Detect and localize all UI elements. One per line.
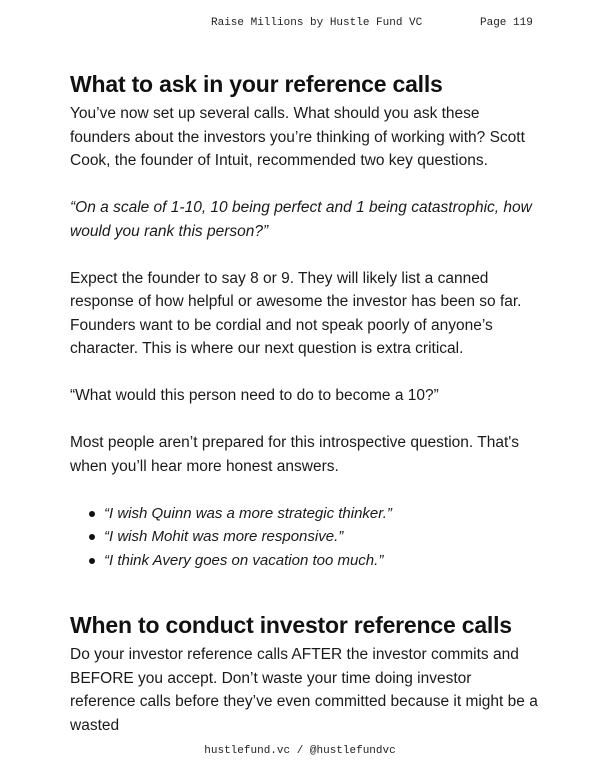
section-reference-call-questions xyxy=(70,68,540,572)
example-answers-list xyxy=(70,502,540,573)
bullet-icon xyxy=(89,558,95,564)
timing-paragraph: Do your investor reference calls AFTER the investor commits and BEFORE you accept. Don’t waste your time doing investor reference calls before they’ve even committed because it might be a wasted xyxy=(70,646,538,734)
second-question-quote: “What would this person need to do to become a 10?” xyxy=(70,387,439,404)
bullet-icon xyxy=(89,511,95,517)
section-heading: When to conduct investor reference calls xyxy=(70,612,512,638)
book-title: Raise Millions by Hustle Fund VC xyxy=(211,17,423,29)
list-item xyxy=(70,549,540,573)
running-footer: hustlefund.vc / @hustlefundvc xyxy=(204,745,396,757)
bullet-icon xyxy=(89,534,95,540)
explanation-paragraph: Expect the founder to say 8 or 9. They will likely list a canned response of how helpful or awesome the investor has been so far. Founders want to be cordial and not speak poorly of anyone’s character. This is where our next question is extra critical. xyxy=(70,269,522,357)
section-heading: What to ask in your reference calls xyxy=(70,71,443,97)
list-item xyxy=(70,525,540,549)
running-header xyxy=(0,17,600,33)
list-item-text: “I wish Mohit was more responsive.” xyxy=(104,528,344,545)
section-reference-call-timing xyxy=(70,609,540,737)
page-content xyxy=(70,68,540,737)
list-item-text: “I think Avery goes on vacation too much.” xyxy=(104,551,384,569)
first-question-quote: “On a scale of 1-10, 10 being perfect and 1 being catastrophic, how would you rank this person?” xyxy=(70,199,532,240)
intro-paragraph: You’ve now set up several calls. What should you ask these founders about the investors you’re thinking of working with? Scott Cook, the founder of Intuit, recommended two key questions. xyxy=(70,105,525,169)
followup-paragraph: Most people aren’t prepared for this introspective question. That's when you’ll hear more honest answers. xyxy=(70,434,519,475)
list-item-text: “I wish Quinn was a more strategic thinker.” xyxy=(104,504,392,522)
list-item xyxy=(70,502,540,526)
page-number: Page 119 xyxy=(480,17,533,29)
